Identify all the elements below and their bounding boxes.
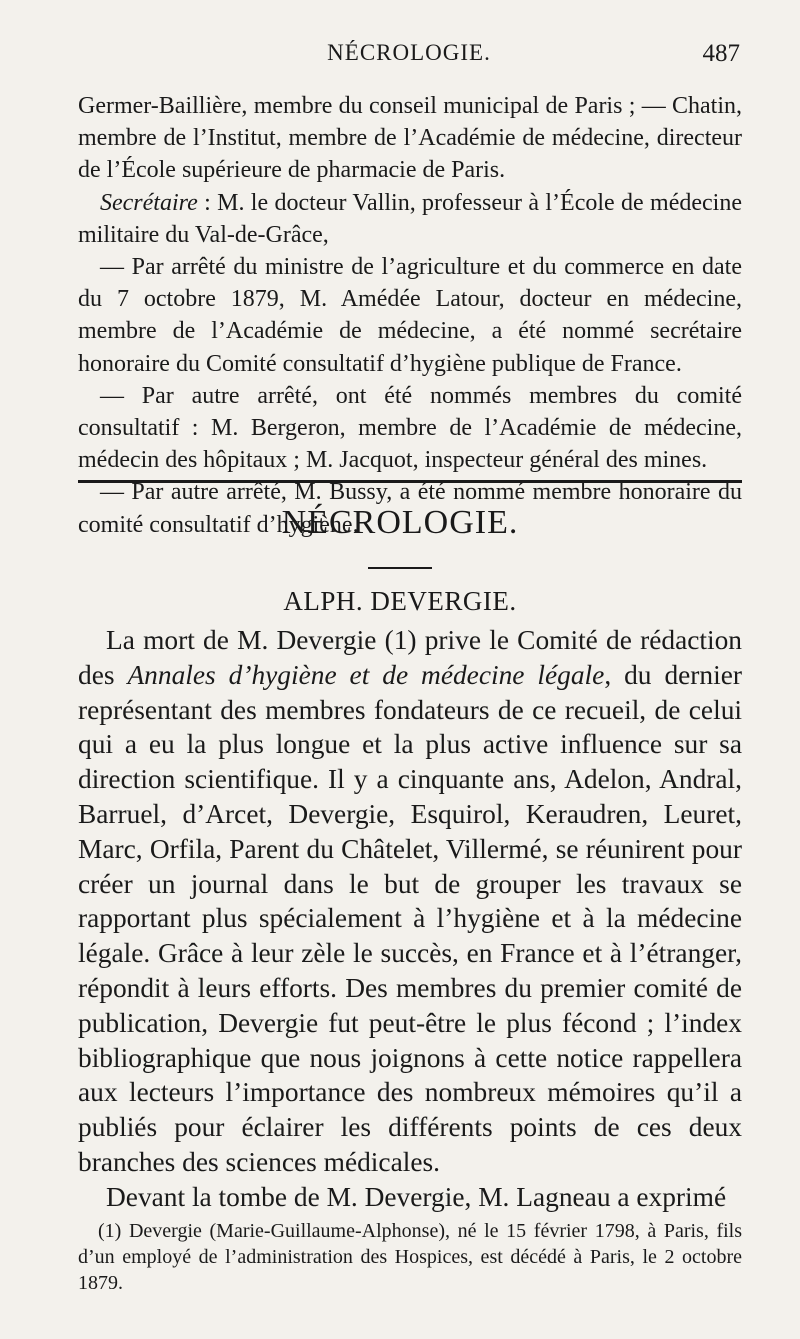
paragraph-text: La mort de M. Devergie (1) prive le Comité de rédaction des bbox=[78, 625, 742, 690]
secretary-label: Secrétaire bbox=[100, 189, 198, 216]
paragraph bbox=[78, 187, 742, 251]
footnote-text: (1) Devergie (Marie-Guillaume-Alphonse), né le 15 février 1798, à Paris, fils d’un employé de l’administration des Hospices, est décédé à Paris, le 2 octobre 1879. bbox=[78, 1220, 742, 1294]
paragraph-text: : M. le docteur Vallin, professeur à l’École de médecine militaire du Val-de-Grâce, bbox=[78, 189, 742, 248]
obituary-text bbox=[78, 623, 742, 1215]
paragraph: Devant la tombe de M. Devergie, M. Lagneau a exprimé bbox=[106, 1181, 727, 1212]
paragraph bbox=[78, 623, 742, 1180]
footnote bbox=[78, 1218, 742, 1296]
page-number: 487 bbox=[702, 40, 740, 67]
upper-text-block bbox=[78, 90, 742, 541]
title-underline bbox=[368, 567, 432, 569]
page-header bbox=[78, 40, 740, 80]
journal-title: Annales d’hygiène et de médecine légale bbox=[127, 659, 605, 690]
paragraph: — Par autre arrêté, M. Bussy, a été nommé membre honoraire du comité consultatif d’hygiène. bbox=[78, 479, 742, 538]
section-divider bbox=[78, 480, 742, 483]
paragraph-text: , du dernier représentant des membres fondateurs de ce recueil, de celui qui a eu la plus longue et la plus active influence sur sa direction scientifique. Il y a cinquante ans, Adelon, Andral, Barruel, d’Arcet, Devergie, Esquirol, Keraudren, Leuret, Marc, Orfila, Parent du Châtelet, Villermé, se réunirent pour créer un journal dans le but de grouper les travaux se rapportant plus spécialement à l’hygiène et à la médecine légale. Grâce à leur zèle le succès, en France et à l’étranger, répondit à leurs efforts. Des membres du premier comité de publication, Devergie fut peut-être le plus fécond ; l’index bibliographique que nous joignons à cette notice rappellera aux lecteurs l’importance des nombreux mémoires qu’il a publiés pour éclairer les différents points de ces deux branches des sciences médicales. bbox=[78, 659, 742, 1177]
paragraph: — Par autre arrêté, ont été nommés membres du comité consultatif : M. Bergeron, membre de l’Académie de médecine, médecin des hôpitaux ; M. Jacquot, inspecteur général des mines. bbox=[78, 382, 742, 474]
running-title: NÉCROLOGIE. bbox=[327, 40, 491, 65]
section-title: NÉCROLOGIE. bbox=[281, 504, 519, 541]
paragraph: — Par arrêté du ministre de l’agriculture et du commerce en date du 7 octobre 1879, M. Amédée Latour, docteur en médecine, membre de l’Académie de médecine, a été nommé secrétaire honoraire du Comité consultatif d’hygiène publique de France. bbox=[78, 254, 742, 377]
paragraph: Germer-Baillière, membre du conseil municipal de Paris ; — Chatin, membre de l’Institut, membre de l’Académie de médecine, directeur de l’École supérieure de pharmacie de Paris. bbox=[78, 93, 742, 184]
subsection-title: ALPH. DEVERGIE. bbox=[283, 586, 517, 616]
